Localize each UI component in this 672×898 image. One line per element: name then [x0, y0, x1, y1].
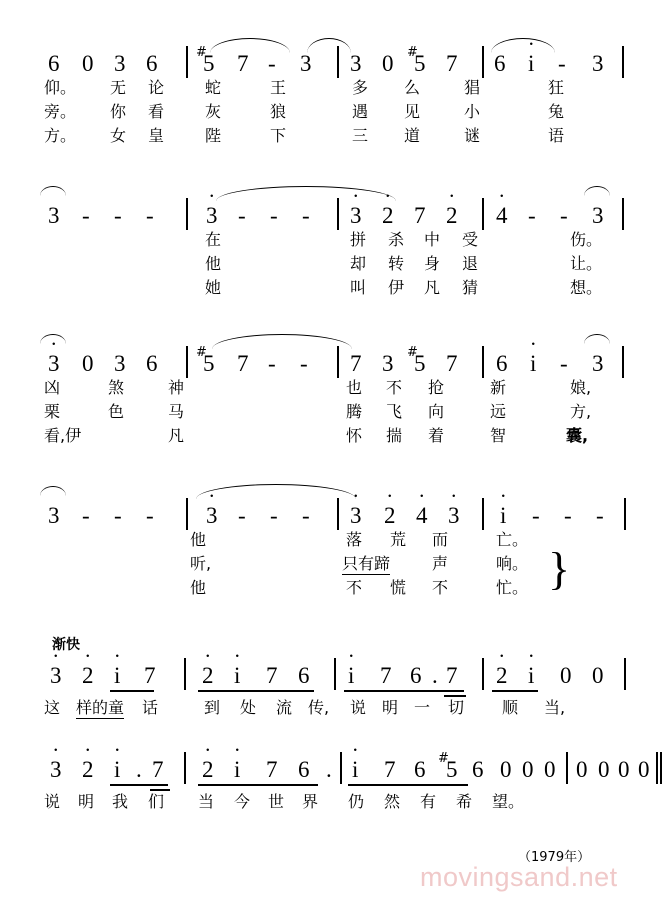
note: 3 — [592, 203, 604, 228]
lyric: 仰。 — [44, 78, 77, 97]
note: 0 — [618, 757, 630, 782]
lyric: 智 — [490, 426, 507, 445]
lyric: 么 — [404, 78, 421, 97]
lyric: 听, — [190, 554, 212, 573]
note: 3 — [592, 51, 604, 76]
barline — [186, 198, 188, 230]
note: 3 — [48, 503, 60, 528]
lyric: 揣 — [386, 426, 403, 445]
note: · 4 — [496, 204, 508, 227]
lyric-row — [0, 698, 672, 724]
lyric: 有 — [420, 792, 437, 811]
barline — [622, 346, 624, 378]
lyric: 杀 — [388, 230, 405, 249]
lyric: 猖 — [464, 78, 481, 97]
beam — [110, 784, 168, 786]
lyric-row — [0, 554, 672, 578]
note: 5 — [414, 351, 426, 376]
note: 3 — [114, 351, 126, 376]
lyric-row — [0, 792, 672, 818]
lyric: 中 — [424, 230, 441, 249]
note: 0 — [592, 663, 604, 688]
note: 3 — [300, 51, 312, 76]
lyric: 伤。 — [570, 230, 603, 249]
lyric: 也 — [346, 378, 363, 397]
slur-icon — [584, 334, 610, 344]
lyric: 而 — [432, 530, 449, 549]
note: 6 — [496, 351, 508, 376]
lyric: 她 — [205, 278, 222, 297]
lyric: 我 — [112, 792, 129, 811]
system-4 — [0, 496, 672, 602]
note: - — [270, 503, 278, 528]
lyric: 着 — [428, 426, 445, 445]
note: 7 — [266, 757, 278, 782]
lyric-row — [0, 402, 672, 426]
lyric-row — [0, 254, 672, 278]
year-note: （1979年） — [518, 850, 591, 865]
note: - — [302, 503, 310, 528]
note: - — [560, 351, 568, 376]
note-row — [0, 44, 672, 78]
note: 5 — [414, 51, 426, 76]
lyric: 仍 — [348, 792, 365, 811]
note: · i — [530, 352, 536, 375]
note: - — [300, 351, 308, 376]
barline — [337, 346, 339, 378]
lyric-row — [0, 530, 672, 554]
lyric: 女 — [110, 126, 127, 145]
slur-icon — [40, 186, 66, 196]
lyric: 在 — [205, 230, 222, 249]
note: - — [558, 51, 566, 76]
note: 3 — [48, 203, 60, 228]
lyric: 远 — [490, 402, 507, 421]
lyric: 猜 — [462, 278, 479, 297]
lyric: 小 — [464, 102, 481, 121]
note: 6 — [298, 663, 310, 688]
note: · 3 — [48, 352, 60, 375]
lyric: 样的童 — [76, 698, 125, 717]
lyric: 凶 — [44, 378, 61, 397]
note: - — [238, 203, 246, 228]
lyric: 切 — [448, 698, 465, 717]
lyric: 皇 — [148, 126, 165, 145]
beam — [150, 789, 170, 791]
note: - — [560, 203, 568, 228]
note-row — [0, 344, 672, 378]
sharp-icon: # — [196, 45, 207, 60]
barline — [482, 46, 484, 78]
note: 7 — [152, 757, 164, 782]
note: · i — [528, 52, 534, 75]
note: · 2 — [202, 664, 214, 687]
slur-icon — [584, 186, 610, 196]
note: - — [270, 203, 278, 228]
lyric: 凡 — [424, 278, 441, 297]
lyric: 狂 — [548, 78, 565, 97]
lyric-row — [0, 378, 672, 402]
note: - — [146, 203, 154, 228]
barline — [482, 346, 484, 378]
note: 7 — [414, 203, 426, 228]
lyric: 顺 — [502, 698, 519, 717]
lyric: 一 — [414, 698, 431, 717]
note: · 2 — [384, 504, 396, 527]
note: 0 — [560, 663, 572, 688]
note: - — [238, 503, 246, 528]
note: · 3 — [448, 504, 460, 527]
note: - — [114, 503, 122, 528]
note: · i — [352, 758, 358, 781]
note: 6 — [414, 757, 426, 782]
lyric: 不 — [386, 378, 403, 397]
beam — [444, 695, 466, 697]
lyric: 不 — [346, 578, 363, 597]
lyric: 无 — [110, 78, 127, 97]
lyric: 狼 — [270, 102, 287, 121]
barline — [566, 752, 568, 784]
note: 6 — [494, 51, 506, 76]
lyric: 他 — [205, 254, 222, 273]
lyric: 想。 — [570, 278, 603, 297]
note: 0 — [544, 757, 556, 782]
lyric: 兔 — [548, 102, 565, 121]
lyric: 声 — [432, 554, 449, 573]
lyric: 抢 — [428, 378, 445, 397]
note: 7 — [446, 51, 458, 76]
note: 7 — [144, 663, 156, 688]
note: 6 — [146, 51, 158, 76]
note: - — [114, 203, 122, 228]
slur-icon — [40, 486, 66, 496]
note: 5 — [446, 757, 458, 782]
note: 7 — [266, 663, 278, 688]
lyric: 流 — [276, 698, 293, 717]
note: 6 — [410, 663, 422, 688]
lyric: 荒 — [390, 530, 407, 549]
barline — [186, 346, 188, 378]
lyric: 说 — [350, 698, 367, 717]
sharp-icon: # — [407, 345, 418, 360]
note: 7 — [446, 351, 458, 376]
beam — [492, 690, 538, 692]
lyric: 陛 — [205, 126, 222, 145]
note: 0 — [522, 757, 534, 782]
note: 3 — [382, 351, 394, 376]
lyric: 这 — [44, 698, 61, 717]
note: . — [432, 663, 438, 688]
lyric: 叫 — [350, 278, 367, 297]
note-row — [0, 656, 672, 690]
lyric: 拼 — [350, 230, 367, 249]
lyric: 色 — [108, 402, 125, 421]
lyric: 向 — [428, 402, 445, 421]
system-3 — [0, 344, 672, 450]
note: · 3 — [206, 504, 218, 527]
note: · i — [234, 758, 240, 781]
barline — [482, 658, 484, 690]
note: 7 — [350, 351, 362, 376]
barline — [337, 198, 339, 230]
lyric: 明 — [78, 792, 95, 811]
lyric: 忙。 — [496, 578, 529, 597]
note: · 4 — [416, 504, 428, 527]
note: 5 — [203, 51, 215, 76]
lyric: 当, — [544, 698, 566, 717]
lyric: 话 — [142, 698, 159, 717]
note: 0 — [82, 51, 94, 76]
lyric: 当 — [198, 792, 215, 811]
lyric: 让。 — [570, 254, 603, 273]
note: 6 — [48, 51, 60, 76]
final-barline — [656, 752, 658, 784]
note: · i — [528, 664, 534, 687]
lyric: 慌 — [390, 578, 407, 597]
note: · i — [114, 664, 120, 687]
lyric: 希 — [456, 792, 473, 811]
note: 7 — [384, 757, 396, 782]
lyric: 谜 — [464, 126, 481, 145]
barline — [340, 752, 342, 784]
note: . — [136, 757, 142, 782]
lyric: 看 — [148, 102, 165, 121]
note: 0 — [576, 757, 588, 782]
tempo-mark: 渐快 — [52, 637, 80, 653]
lyric: 他 — [190, 530, 207, 549]
barline — [624, 658, 626, 690]
note: · 2 — [82, 758, 94, 781]
note: 5 — [203, 351, 215, 376]
sharp-icon: # — [196, 345, 207, 360]
lyric: 下 — [270, 126, 287, 145]
note: · 3 — [350, 504, 362, 527]
note: - — [268, 351, 276, 376]
lyric: 界 — [302, 792, 319, 811]
lyric: 然 — [384, 792, 401, 811]
sharp-icon: # — [407, 45, 418, 60]
lyric: 转 — [388, 254, 405, 273]
lyric: 受 — [462, 230, 479, 249]
repeat-brace-icon: } — [548, 543, 571, 594]
barline — [337, 498, 339, 530]
note: 7 — [380, 663, 392, 688]
lyric-row — [0, 102, 672, 126]
beam — [198, 690, 314, 692]
barline — [186, 498, 188, 530]
lyric: 煞 — [108, 378, 125, 397]
note: · i — [234, 664, 240, 687]
barline — [184, 752, 186, 784]
lyric: 旁。 — [44, 102, 77, 121]
note: 0 — [382, 51, 394, 76]
lyric: 论 — [148, 78, 165, 97]
lyric: 他 — [190, 578, 207, 597]
beam — [110, 690, 154, 692]
note: · i — [114, 758, 120, 781]
beam — [348, 784, 468, 786]
system-5 — [0, 637, 672, 724]
lyric: 道 — [404, 126, 421, 145]
beam — [198, 784, 318, 786]
note: - — [82, 503, 90, 528]
lyric: 望。 — [492, 792, 525, 811]
note: · 3 — [350, 204, 362, 227]
lyric: 们 — [148, 792, 165, 811]
lyric: 今 — [234, 792, 251, 811]
lyric: 明 — [382, 698, 399, 717]
note: 3 — [592, 351, 604, 376]
lyric: 到 — [204, 698, 221, 717]
lyric: 神 — [168, 378, 185, 397]
note: 6 — [472, 757, 484, 782]
lyric-row — [0, 278, 672, 302]
lyric: 却 — [350, 254, 367, 273]
note: 3 — [350, 51, 362, 76]
lyric: 飞 — [386, 402, 403, 421]
lyric: 多 — [352, 78, 369, 97]
lyric-row — [0, 230, 672, 254]
note: · i — [500, 504, 506, 527]
note: · 3 — [50, 664, 62, 687]
note: 0 — [598, 757, 610, 782]
lyric: 你 — [110, 102, 127, 121]
lyric: 语 — [548, 126, 565, 145]
barline — [624, 498, 626, 530]
note: · 2 — [202, 758, 214, 781]
note: 7 — [446, 663, 458, 688]
note: - — [596, 503, 604, 528]
note: 7 — [237, 51, 249, 76]
lyric: 只有蹄 — [342, 554, 391, 573]
lyric: 响。 — [496, 554, 529, 573]
note: - — [268, 51, 276, 76]
lyric: 王 — [270, 78, 287, 97]
note: - — [82, 203, 90, 228]
note: · 2 — [82, 664, 94, 687]
barline — [186, 46, 188, 78]
note-row — [0, 196, 672, 230]
note-row — [0, 750, 672, 784]
note: · 3 — [206, 204, 218, 227]
lyric: 处 — [240, 698, 257, 717]
barline — [622, 198, 624, 230]
lyric-row — [0, 126, 672, 150]
lyric: 马 — [168, 402, 185, 421]
lyric: 娘, — [570, 378, 592, 397]
note: - — [528, 203, 536, 228]
note: 0 — [638, 757, 650, 782]
lyric: 伊 — [388, 278, 405, 297]
lyric: 身 — [424, 254, 441, 273]
lyric: 方。 — [44, 126, 77, 145]
note: 3 — [114, 51, 126, 76]
lyric: 传, — [308, 698, 330, 717]
lyric: 不 — [432, 578, 449, 597]
beam — [344, 690, 464, 692]
sharp-icon: # — [438, 751, 449, 766]
lyric: 蛇 — [205, 78, 222, 97]
note: - — [532, 503, 540, 528]
note-row — [0, 496, 672, 530]
note: 0 — [500, 757, 512, 782]
note: - — [146, 503, 154, 528]
note: 6 — [298, 757, 310, 782]
lyric: 遇 — [352, 102, 369, 121]
watermark: movingsand.net — [420, 862, 618, 892]
system-1 — [0, 44, 672, 150]
note: . — [326, 757, 332, 782]
barline — [337, 46, 339, 78]
system-6 — [0, 750, 672, 818]
lyric: 方, — [570, 402, 592, 421]
note: · 2 — [496, 664, 508, 687]
barline — [184, 658, 186, 690]
note: · 2 — [382, 204, 394, 227]
note: - — [564, 503, 572, 528]
system-2 — [0, 196, 672, 302]
lyric-row — [0, 578, 672, 602]
lyric: 落 — [346, 530, 363, 549]
lyric-row — [0, 426, 672, 450]
lyric: 栗 — [44, 402, 61, 421]
lyric: 灰 — [205, 102, 222, 121]
lyric: 腾 — [346, 402, 363, 421]
note: 7 — [237, 351, 249, 376]
note: 6 — [146, 351, 158, 376]
lyric: 世 — [268, 792, 285, 811]
lyric: 亡。 — [496, 530, 529, 549]
lyric: 怀 — [346, 426, 363, 445]
note: · 3 — [50, 758, 62, 781]
lyric: 退 — [462, 254, 479, 273]
barline — [482, 198, 484, 230]
note: 0 — [82, 351, 94, 376]
lyric: 看,伊 — [44, 426, 82, 445]
lyric: 囊, — [566, 426, 589, 445]
lyric: 说 — [44, 792, 61, 811]
barline — [622, 46, 624, 78]
lyric: 见 — [404, 102, 421, 121]
barline — [334, 658, 336, 690]
lyric: 三 — [352, 126, 369, 145]
lyric-row — [0, 78, 672, 102]
note: · i — [348, 664, 354, 687]
note: · 2 — [446, 204, 458, 227]
lyric: 新 — [490, 378, 507, 397]
lyric: 凡 — [168, 426, 185, 445]
note: - — [302, 203, 310, 228]
barline — [482, 498, 484, 530]
